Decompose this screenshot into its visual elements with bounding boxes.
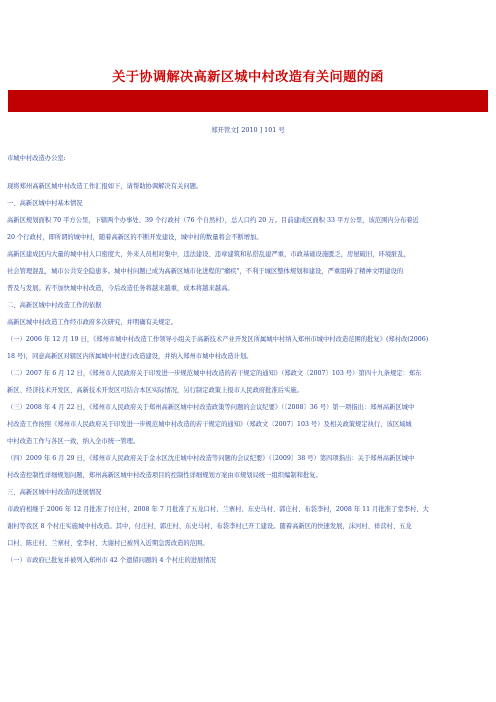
document-title: 关于协调解决高新区城中村改造有关问题的函 [112,70,384,85]
body-line: 社会管理混乱，城市公共安全隐患多。城中村问题已成为高新区城市化进程的"瘤疾"，不利于城区整体规划和建设，严重阻碍了精神文明建设的 [7,268,404,275]
body-line: 新区、经济技术开发区、高新技术开发区可结合本区实际情况，另行制定政策上报市人民政府批准后实施。 [7,387,303,394]
body-line: 中村改造工作与各区一致，纳入全市统一管理。 [7,438,140,445]
body-line: 普及与发展。若不加快城中村改造，今后改造任务将越来越重，成本将越来越高。 [7,285,234,292]
body-line: （一）市政府已批复并被列入郑州市 42 个遗留问题的 4 个村庄的进展情况 [7,557,216,564]
addressee: 市城中村改造办公室: [7,155,66,162]
section-heading: 二、高新区城中村改造工作的依据 [7,302,102,309]
body-line: 20 个行政村，即所谓的城中村，随着高新区的不断开发建设，城中村的数量将会不断增加。 [7,234,263,241]
body-line: 高新区城中村改造工作经市政府多次研究，并明确有关规定。 [7,319,178,326]
body-line: （二）2007 年 6 月 12 日，《郑州市人民政府关于印发进一步规范城中村改造的若干规定的通知》（郑政文〔2007〕103 号）第四十九条规定：郑东 [7,370,422,377]
section-heading: 一、高新区城中村基本情况 [7,200,83,207]
body-line: 18 号)，同意高新区对辖区内所属城中村进行改造建设，并纳入郑州市城中村改造计划。 [7,353,253,360]
body-line: 现将郑州高新区城中村改造工作汇报如下，请帮助协调解决有关问题。 [7,183,203,190]
body-line: 谢村等我区 8 个村庄实施城中村改造。其中，付庄村、郭庄村、东史马村、布袋李村已开工建设。随着高新区的快速发展，沫河村、祥营村、五龙 [7,523,412,530]
paragraph-gap [7,167,489,178]
document-body [7,150,489,569]
body-line: （一）2006 年 12 月 19 日，《郑州市城中村改造工作领导小组关于高新技术产业开发区所属城中村纳入郑州市城中村改造范围的批复》(郑村改(2006) [7,336,429,343]
body-line: （三）2008 年 4 月 22 日，《郑州市人民政府关于郑州高新区城中村改造政策等问题的会议纪要》（〔2008〕36 号）第一项指出：郑州高新区城中 [7,404,415,411]
body-line: 村改造工作按照《郑州市人民政府关于印发进一步规范城中村改造的若干规定的通知》（郑政文〔2007〕103 号）及相关政策规定执行，该区域城 [7,421,412,428]
body-line: 市政府相继于 2006 年 12 月批准了付庄村，2008 年 7 月批准了五龙口村、兰寨村、东史马村、郭庄村、布袋李村，2008 年 11 月批准了堂李村、大 [7,506,429,513]
body-line: 村改造控制性详细规划问题，郑州高新区城中村改造项目的控制性详细规划方案由市规划局统一组织编制和批复。 [7,472,322,479]
document-number: 郑开管文[ 2010 ] 101 号 [211,126,285,134]
red-header-bar [8,90,488,112]
body-line: 高新区规划面积 70 平方公里，下辖两个办事处、39 个行政村（76 个自然村），总人口约 20 万。目前建成区面积 33 平方公里，该范围内分布着近 [7,217,419,224]
body-line: （四）2009 年 6 月 29 日，《郑州市人民政府关于金水区沈庄城中村改造等问题的会议纪要》（〔2009〕38 号）第四项指出：关于郑州高新区城中 [7,455,415,462]
body-line: 口村、陈庄村、兰寨村、堂李村、大谢村已被列入近期急需改造的范围。 [7,540,209,547]
section-heading: 三、高新区城中村改造的进展情况 [7,489,102,496]
body-line: 高新区建成区内大量的城中村人口密度大，外来人员相对集中，违法建设、违章建筑和私搭乱建严重，市政基础设施匮乏，房屋破旧，环境脏乱， [7,251,410,258]
